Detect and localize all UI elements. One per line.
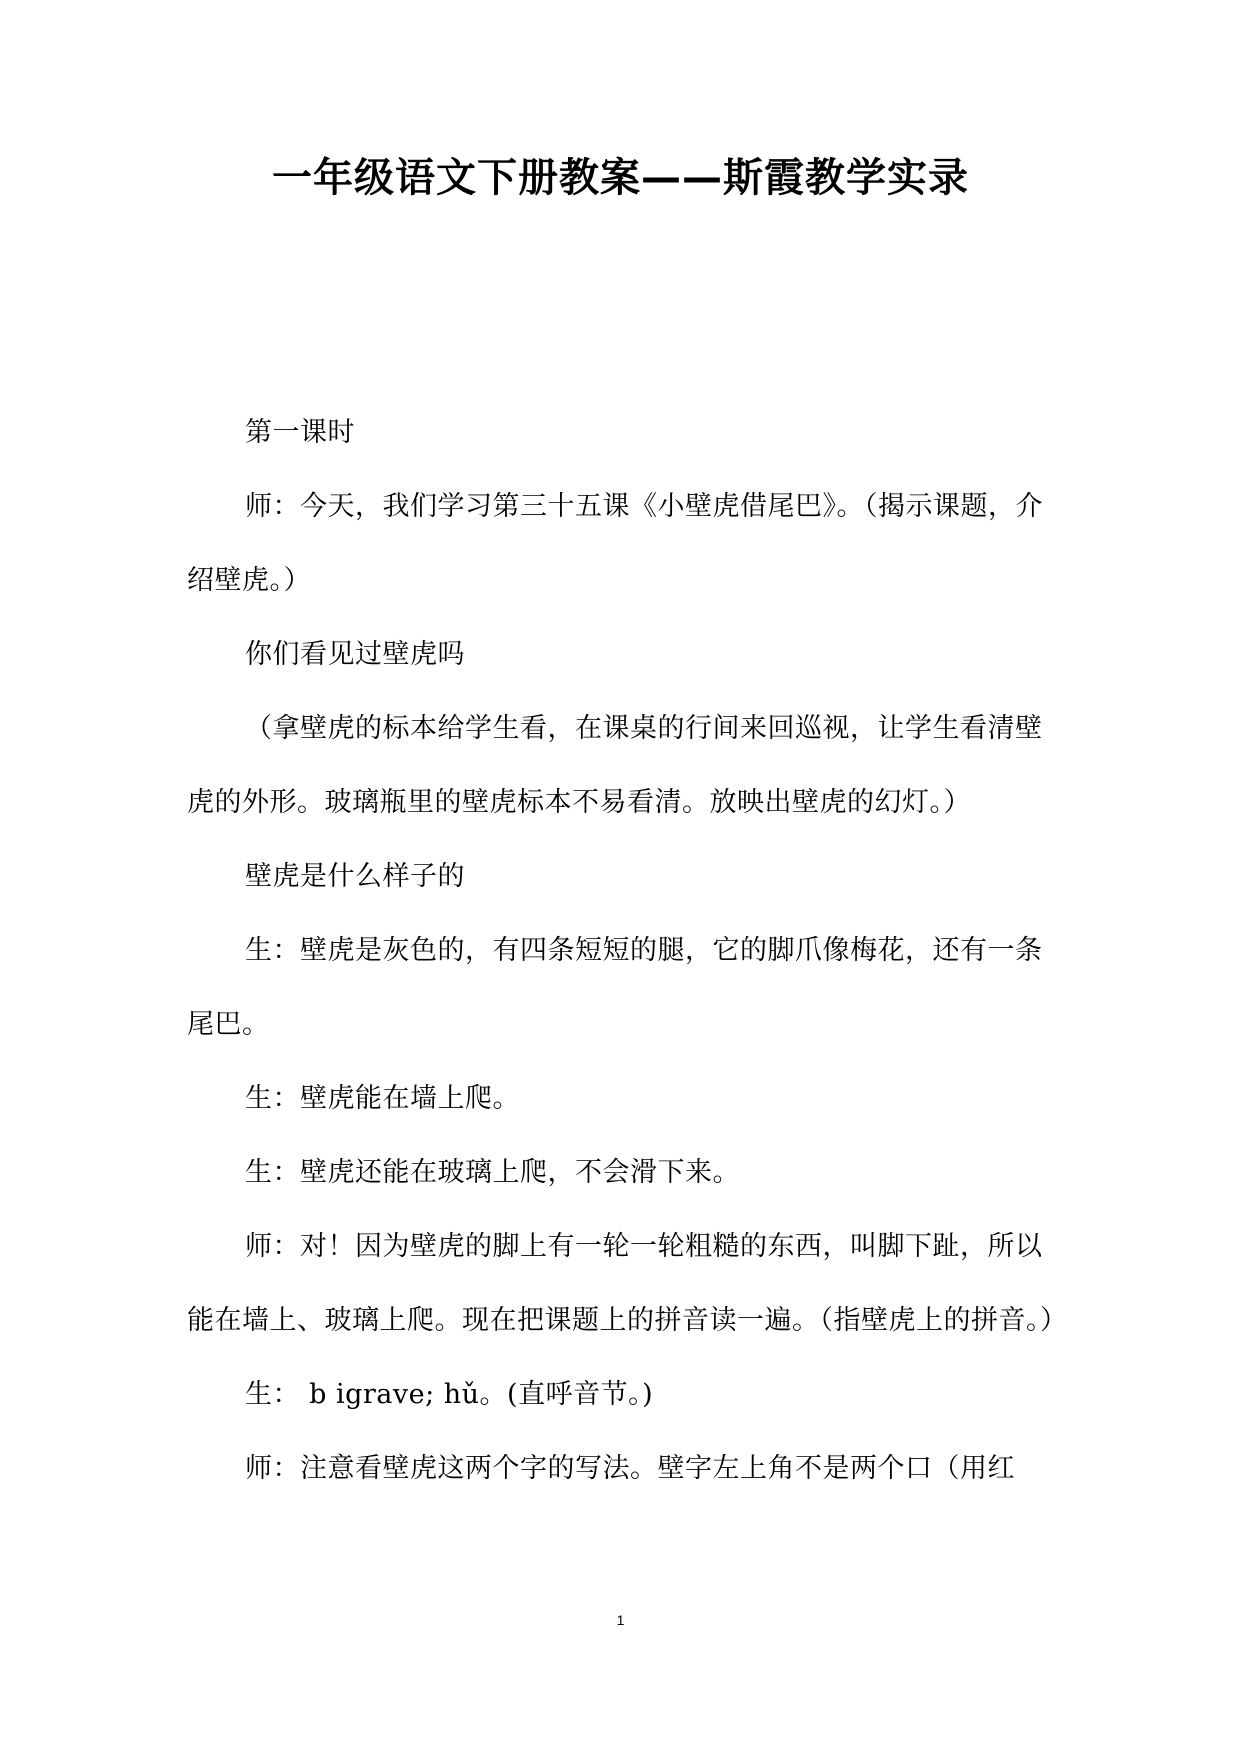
document-title: 一年级语文下册教案——斯霞教学实录 (272, 155, 969, 201)
paragraph-student-pinyin: 生： b igrave; hǔ。(直呼音节。) (245, 1379, 654, 1410)
paragraph-student-answer-2: 生：壁虎能在墙上爬。 (245, 1083, 520, 1114)
paragraph-teacher-intro: 师：今天，我们学习第三十五课《小壁虎借尾巴》。（揭示课题，介绍壁虎。） (187, 491, 1043, 596)
paragraph-question-appearance: 壁虎是什么样子的 (245, 861, 465, 892)
page-number: 1 (616, 1612, 625, 1628)
paragraph-student-answer-1: 生：壁虎是灰色的，有四条短短的腿，它的脚爪像梅花，还有一条尾巴。 (187, 935, 1043, 1040)
paragraph-student-answer-3: 生：壁虎还能在玻璃上爬，不会滑下来。 (245, 1157, 740, 1188)
paragraph-question-seen: 你们看见过壁虎吗 (245, 639, 465, 670)
paragraph-specimen-note: （拿壁虎的标本给学生看，在课桌的行间来回巡视，让学生看清壁虎的外形。玻璃瓶里的壁虎标本不易看清。放映出壁虎的幻灯。） (187, 713, 1043, 818)
paragraph-teacher-writing: 师：注意看壁虎这两个字的写法。壁字左上角不是两个口（用红 (245, 1453, 1015, 1484)
paragraph-teacher-explain: 师：对！因为壁虎的脚上有一轮一轮粗糙的东西，叫脚下趾，所以能在墙上、玻璃上爬。现在把课题上的拼音读一遍。（指壁虎上的拼音。） (187, 1231, 1068, 1336)
paragraph-lesson-heading: 第一课时 (245, 417, 355, 448)
document-body (187, 396, 1068, 1506)
